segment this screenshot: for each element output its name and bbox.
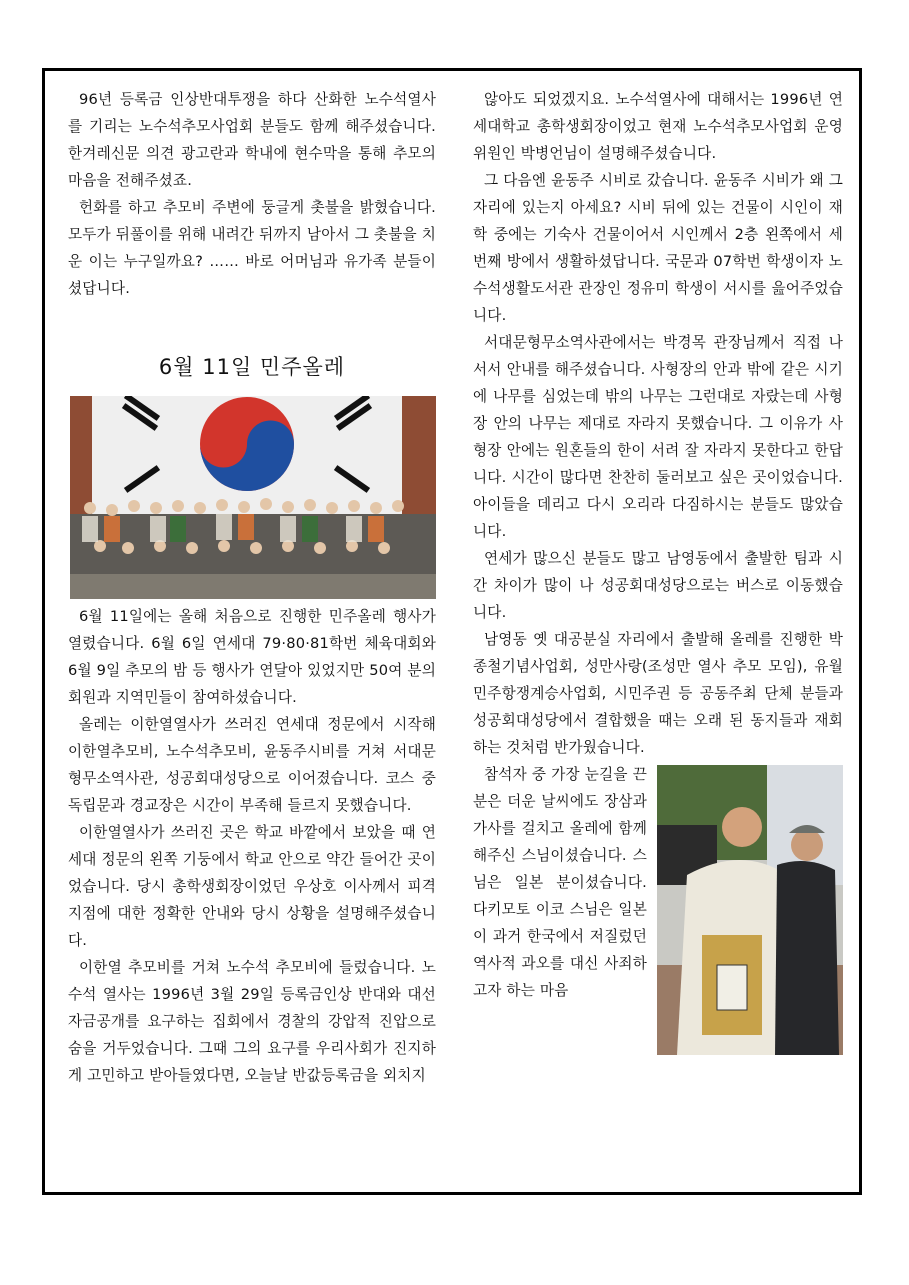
paragraph: 헌화를 하고 추모비 주변에 둥글게 촛불을 밝혔습니다. 모두가 뒤풀이를 위해 내려간 뒤까지 남아서 그 촛불을 치운 이는 누구일까요? …… 바로 어머님과 유가족 분들이셨답니다. bbox=[68, 199, 436, 297]
group-photo bbox=[70, 396, 436, 599]
paragraph: 이한열열사가 쓰러진 곳은 학교 바깥에서 보았을 때 연세대 정문의 왼쪽 기둥에서 학교 안으로 약간 들어간 곳이었습니다. 당시 총학생회장이었던 우상호 이사께서 피격지점에 대한 정확한 안내와 당시 상황을 설명해주셨습니다. bbox=[68, 824, 436, 949]
paragraph: 연세가 많으신 분들도 많고 남영동에서 출발한 팀과 시간 차이가 많이 나 성공회대성당으로는 버스로 이동했습니다. bbox=[473, 550, 843, 621]
monk-photo bbox=[657, 765, 843, 1055]
section-heading: 6월 11일 민주올레 bbox=[158, 355, 346, 379]
right-column bbox=[473, 86, 843, 1055]
paragraph: 올레는 이한열열사가 쓰러진 연세대 정문에서 시작해 이한열추모비, 노수석추모비, 윤동주시비를 거쳐 서대문형무소역사관, 성공회대성당으로 이어졌습니다. 코스 중 독립문과 경교장은 시간이 부족해 들르지 못했습니다. bbox=[68, 716, 436, 814]
paragraph: 6월 11일에는 올해 처음으로 진행한 민주올레 행사가 열렸습니다. 6월 6일 연세대 79·80·81학번 체육대회와 6월 9일 추모의 밤 등 행사가 연달아 있었지만 50여 분의 회원과 지역민들이 참여하셨습니다. bbox=[68, 608, 436, 706]
paragraph: 그 다음엔 윤동주 시비로 갔습니다. 윤동주 시비가 왜 그 자리에 있는지 아세요? 시비 뒤에 있는 건물이 시인이 재학 중에는 기숙사 건물이어서 시인께서 2층 왼쪽에서 세 번째 방에서 생활하셨답니다. 국문과 07학번 학생이자 노수석생활도서관 관장인 정유미 학생이 서시를 읊어주었습니다. bbox=[473, 172, 843, 324]
left-column bbox=[68, 86, 436, 1089]
paragraph: 이한열 추모비를 거쳐 노수석 추모비에 들렀습니다. 노수석 열사는 1996년 3월 29일 등록금인상 반대와 대선자금공개를 요구하는 집회에서 경찰의 강압적 진압으로 숨을 거두었습니다. 그때 그의 요구를 우리사회가 진지하게 고민하고 받아들였다면, 오늘날 반값등록금을 외치지 bbox=[68, 959, 436, 1084]
paragraph: 서대문형무소역사관에서는 박경목 관장님께서 직접 나서서 안내를 해주셨습니다. 사형장의 안과 밖에 같은 시기에 나무를 심었는데 밖의 나무는 그런대로 자랐는데 사형장 안의 나무는 제대로 자라지 못했습니다. 그 이유가 사형장 안에는 원혼들의 한이 서려 잘 자라지 못한다고 한답니다. 시간이 많다면 찬찬히 둘러보고 싶은 곳이었습니다. 아이들을 데리고 다시 오리라 다짐하시는 분들도 많았습니다. bbox=[473, 334, 843, 540]
paragraph: 않아도 되었겠지요. 노수석열사에 대해서는 1996년 연세대학교 총학생회장이었고 현재 노수석추모사업회 운영위원인 박병언님이 설명해주셨습니다. bbox=[473, 91, 843, 162]
paragraph: 참석자 중 가장 눈길을 끈 분은 더운 날씨에도 장삼과 가사를 걸치고 올레에 함께 해주신 스님이셨습니다. 스님은 일본 분이셨습니다. 다키모토 이코 스님은 일본이 과거 한국에서 저질렀던 역사적 과오를 대신 사죄하고자 하는 마음 bbox=[473, 766, 647, 999]
paragraph: 96년 등록금 인상반대투쟁을 하다 산화한 노수석열사를 기리는 노수석추모사업회 분들도 함께 해주셨습니다. 한겨레신문 의견 광고란과 학내에 현수막을 통해 추모의 마음을 전해주셨죠. bbox=[68, 91, 436, 189]
paragraph: 남영동 옛 대공분실 자리에서 출발해 올레를 진행한 박종철기념사업회, 성만사랑(조성만 열사 추모 모임), 유월민주항쟁계승사업회, 시민주권 등 공동주최 단체 분들과 성공회대성당에서 결합했을 때는 오래 된 동지들과 재회하는 것처럼 반가웠습니다. bbox=[473, 631, 843, 756]
